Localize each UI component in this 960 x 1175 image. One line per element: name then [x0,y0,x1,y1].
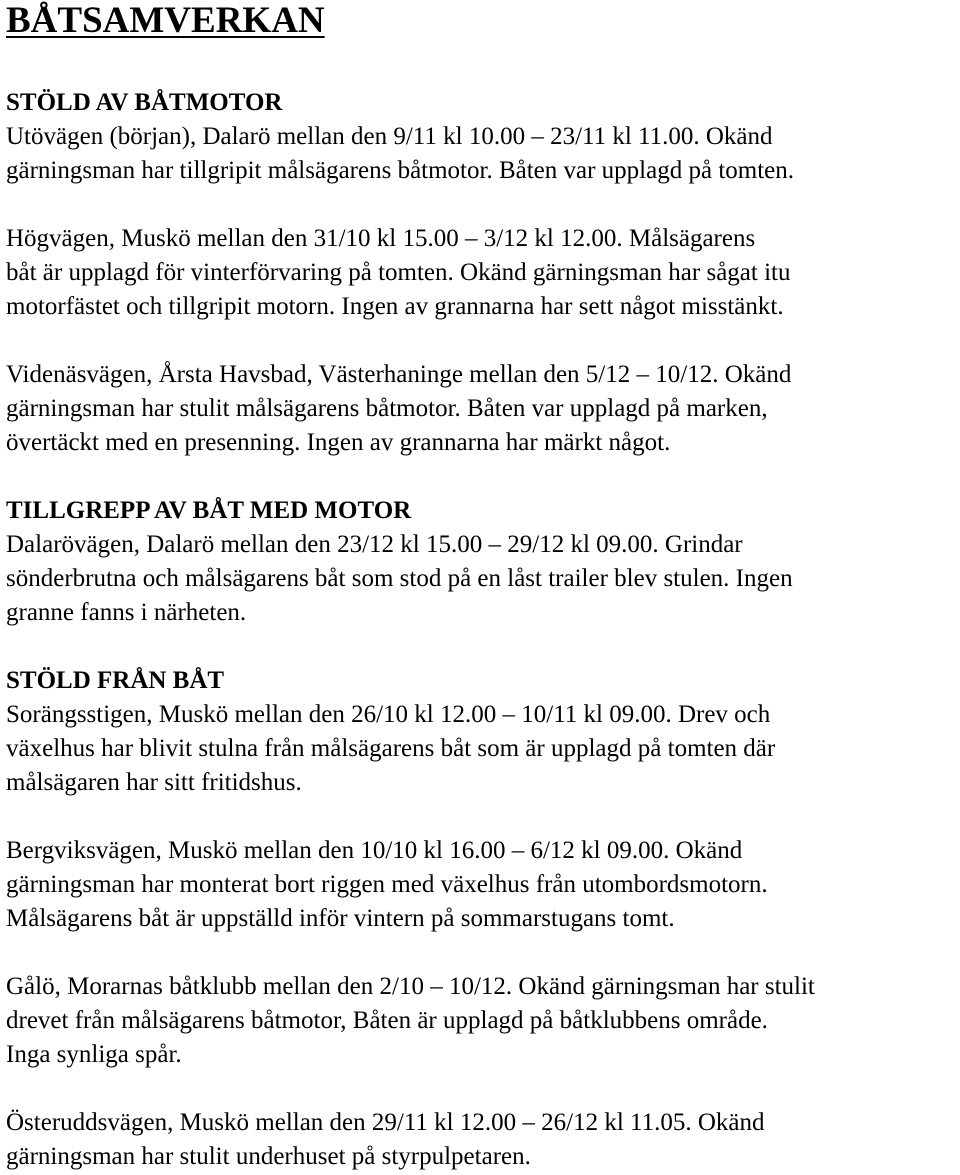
report-line: Bergviksvägen, Muskö mellan den 10/10 kl 16.00 – 6/12 kl 09.00. Okänd [6,837,743,864]
report-bergviksvagen [6,834,956,936]
section-heading: STÖLD FRÅN BÅT [6,667,225,694]
report-osteruddsvagen [6,1106,956,1174]
report-line: målsägaren har sitt fritidshus. [6,769,302,796]
report-line: motorfästet och tillgripit motorn. Ingen av grannarna har sett något misstänkt. [6,293,784,320]
report-line: Utövägen (början), Dalarö mellan den 9/11 kl 10.00 – 23/11 kl 11.00. Okänd [6,123,773,150]
report-galo [6,970,956,1072]
report-line: Högvägen, Muskö mellan den 31/10 kl 15.00 – 3/12 kl 12.00. Målsägarens [6,225,756,252]
report-line: Dalarövägen, Dalarö mellan den 23/12 kl 15.00 – 29/12 kl 09.00. Grindar [6,531,743,558]
document-title: BÅTSAMVERKAN [6,0,325,41]
report-line: gärningsman har monterat bort riggen med växelhus från utombordsmotorn. [6,871,768,898]
section-stold-fran-bat [6,664,956,800]
section-heading: STÖLD AV BÅTMOTOR [6,89,283,116]
report-line: växelhus har blivit stulna från målsägarens båt som är upplagd på tomten där [6,735,776,762]
report-line: båt är upplagd för vinterförvaring på tomten. Okänd gärningsman har sågat itu [6,259,791,286]
report-line: Inga synliga spår. [6,1041,182,1068]
report-line: Österuddsvägen, Muskö mellan den 29/11 kl 12.00 – 26/12 kl 11.05. Okänd [6,1109,765,1136]
report-line: Sorängsstigen, Muskö mellan den 26/10 kl 12.00 – 10/11 kl 09.00. Drev och [6,701,771,728]
report-line: granne fanns i närheten. [6,599,247,626]
report-line: Gålö, Morarnas båtklubb mellan den 2/10 – 10/12. Okänd gärningsman har stulit [6,973,815,1000]
report-line: Målsägarens båt är uppställd inför vintern på sommarstugans tomt. [6,905,675,932]
report-videnasvagen [6,358,956,460]
report-line: Videnäsvägen, Årsta Havsbad, Västerhaninge mellan den 5/12 – 10/12. Okänd [6,361,792,388]
report-line: sönderbrutna och målsägarens båt som stod på en låst trailer blev stulen. Ingen [6,565,793,592]
report-hogvagen [6,222,956,324]
section-stold-av-batmotor [6,86,956,188]
report-line: övertäckt med en presenning. Ingen av grannarna har märkt något. [6,429,671,456]
report-line: gärningsman har tillgripit målsägarens båtmotor. Båten var upplagd på tomten. [6,157,795,184]
section-heading: TILLGREPP AV BÅT MED MOTOR [6,497,412,524]
section-tillgrepp-av-bat-med-motor [6,494,956,630]
report-line: gärningsman har stulit underhuset på styrpulpetaren. [6,1143,531,1170]
report-line: gärningsman har stulit målsägarens båtmotor. Båten var upplagd på marken, [6,395,768,422]
report-line: drevet från målsägarens båtmotor, Båten är upplagd på båtklubbens område. [6,1007,768,1034]
